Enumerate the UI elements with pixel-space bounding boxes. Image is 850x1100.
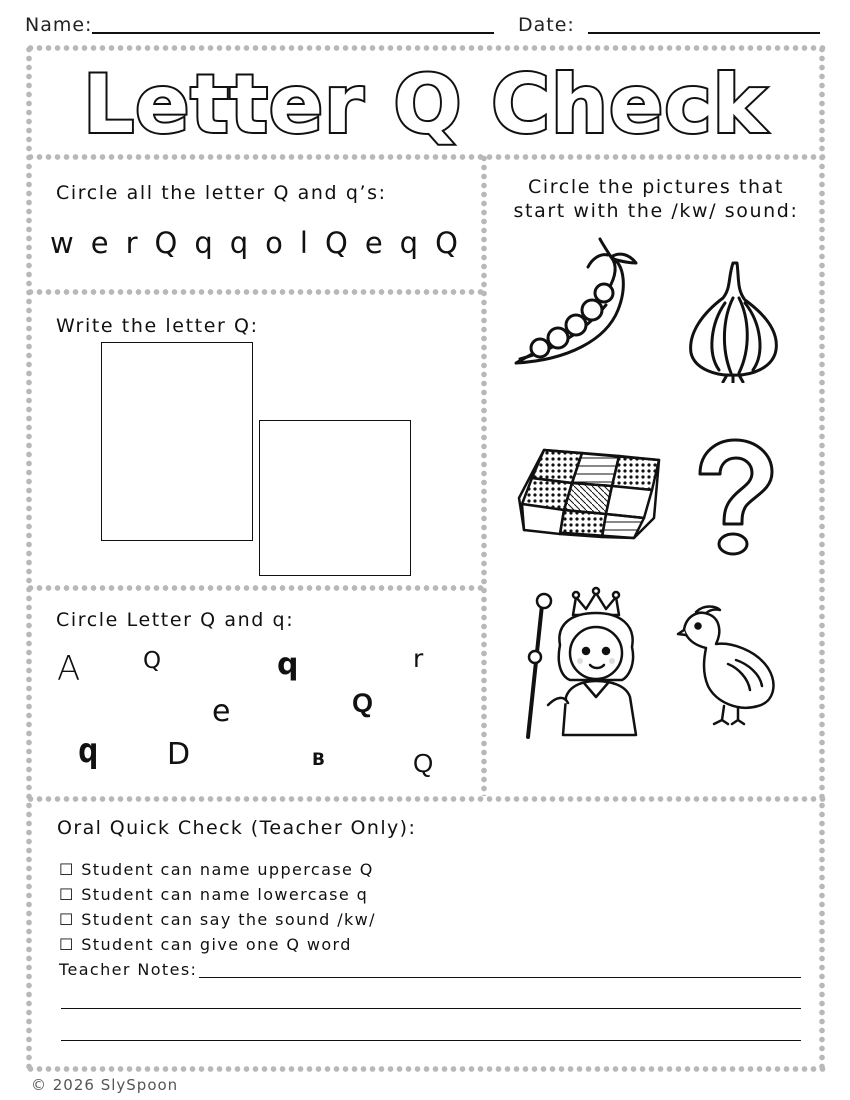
checklist-item[interactable]: ☐ Student can name uppercase Q xyxy=(59,860,374,879)
uppercase-writing-box[interactable] xyxy=(101,342,253,541)
scatter-letter[interactable]: Q xyxy=(413,748,434,778)
name-label: Name: xyxy=(25,14,93,36)
teacher-notes-label: Teacher Notes: xyxy=(59,960,198,979)
letter-sequence xyxy=(50,226,475,260)
teacher-notes-line[interactable] xyxy=(199,977,801,978)
seq-letter[interactable]: w xyxy=(50,226,74,260)
divider-1 xyxy=(26,289,484,295)
lowercase-writing-box[interactable] xyxy=(259,420,411,576)
quail-icon[interactable] xyxy=(676,602,781,727)
frame-bottom-border xyxy=(26,1066,826,1072)
divider-2 xyxy=(26,585,484,591)
seq-letter[interactable]: e xyxy=(90,226,109,260)
write-instruction: Write the letter Q: xyxy=(56,315,259,337)
date-label: Date: xyxy=(518,14,575,36)
scatter-letter[interactable]: e xyxy=(212,694,231,729)
copyright-footer: © 2026 SlySpoon xyxy=(31,1076,179,1094)
scatter-letter[interactable]: q xyxy=(78,731,99,771)
oral-check-title: Oral Quick Check (Teacher Only): xyxy=(57,817,417,839)
checklist-item[interactable]: ☐ Student can name lowercase q xyxy=(59,885,369,904)
name-field[interactable] xyxy=(92,32,494,34)
scatter-letter[interactable]: B xyxy=(312,750,325,770)
scatter-letter[interactable]: r xyxy=(413,644,424,673)
teacher-notes-line[interactable] xyxy=(61,1008,801,1009)
scatter-letter[interactable]: Q xyxy=(352,688,374,718)
seq-letter[interactable]: l xyxy=(299,226,308,260)
queen-icon[interactable] xyxy=(518,585,643,745)
seq-letter[interactable]: q xyxy=(229,226,249,260)
question-mark-icon[interactable] xyxy=(690,436,780,561)
teacher-notes-line[interactable] xyxy=(61,1040,801,1041)
frame-left-border xyxy=(26,45,32,1072)
onion-icon[interactable] xyxy=(683,258,783,383)
scatter-letter[interactable]: D xyxy=(167,737,191,772)
seq-letter[interactable]: Q xyxy=(324,226,348,260)
seq-letter[interactable]: Q xyxy=(154,226,178,260)
frame-top-border xyxy=(26,45,826,51)
peas-pod-icon[interactable] xyxy=(508,235,648,370)
circle-all-instruction: Circle all the letter Q and q’s: xyxy=(56,182,387,204)
scatter-letter[interactable]: Q xyxy=(143,648,162,674)
date-field[interactable] xyxy=(588,32,820,34)
quilt-icon[interactable] xyxy=(514,438,664,543)
seq-letter[interactable]: q xyxy=(399,226,419,260)
title-divider xyxy=(26,154,826,160)
seq-letter[interactable]: r xyxy=(125,226,138,260)
oral-divider xyxy=(26,796,826,802)
checklist-item[interactable]: ☐ Student can say the sound /kw/ xyxy=(59,910,376,929)
seq-letter[interactable]: Q xyxy=(435,226,458,260)
pictures-instruction-line1: Circle the pictures that xyxy=(528,176,784,198)
pictures-instruction-line2: start with the /kw/ sound: xyxy=(513,200,799,222)
column-divider xyxy=(481,154,487,796)
page-title: Letter Q Check xyxy=(83,58,767,151)
seq-letter[interactable]: e xyxy=(364,226,383,260)
scatter-letter[interactable]: q xyxy=(277,647,299,682)
seq-letter[interactable]: o xyxy=(265,226,283,260)
scatter-letter[interactable]: A xyxy=(57,649,81,689)
seq-letter[interactable]: q xyxy=(194,226,213,260)
circle-scatter-instruction: Circle Letter Q and q: xyxy=(56,609,295,631)
checklist-item[interactable]: ☐ Student can give one Q word xyxy=(59,935,352,954)
